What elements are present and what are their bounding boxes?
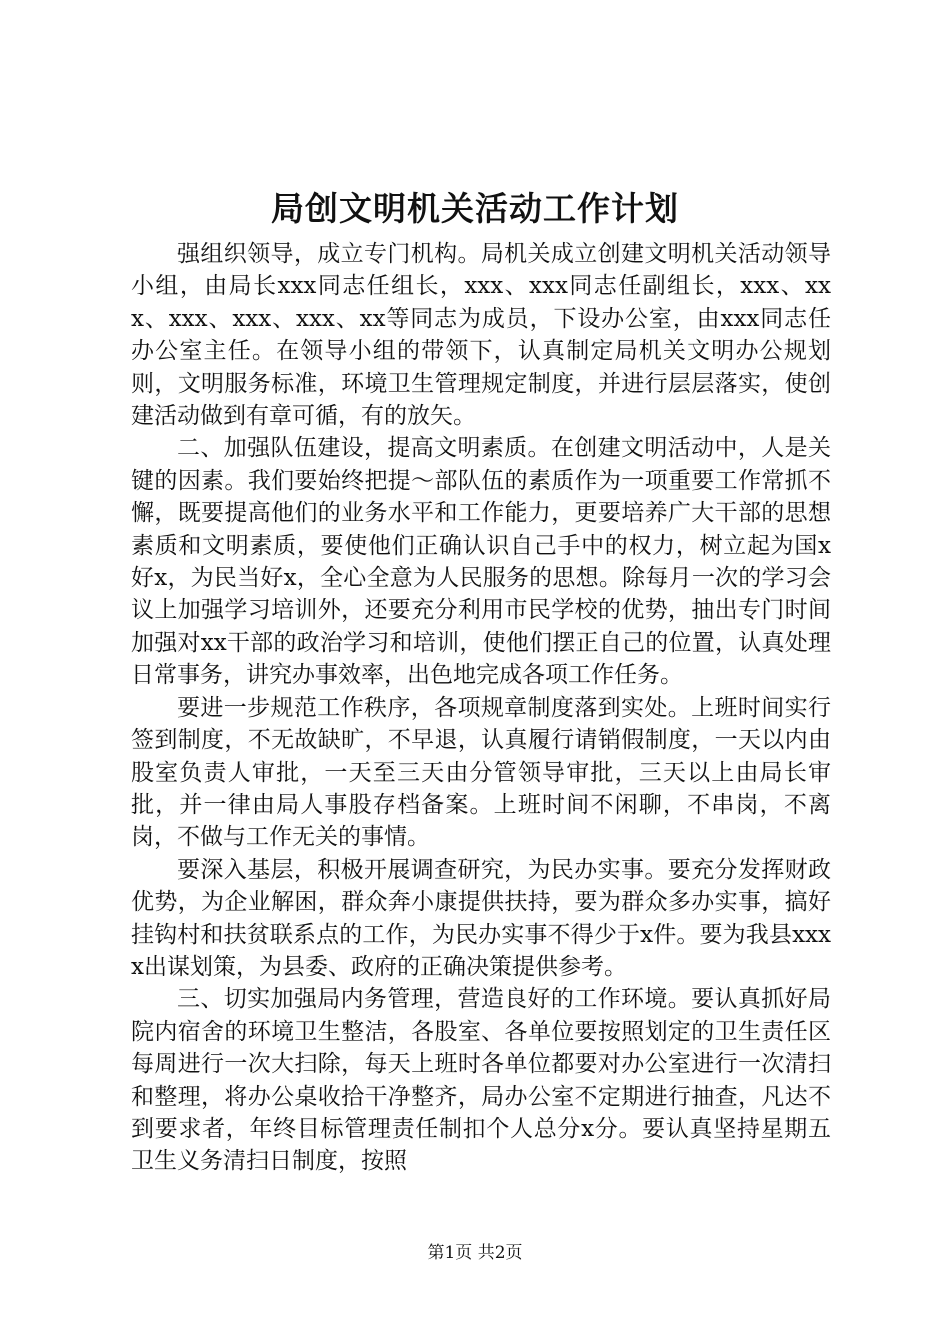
document-title: 局创文明机关活动工作计划 xyxy=(271,189,679,228)
paragraph-team-building: 二、加强队伍建设，提高文明素质。在创建文明活动中，人是关键的因素。我们要始终把提～部队伍的素质作为一项重要工作常抓不懈，既要提高他们的业务水平和工作能力，更要培养广大干部的思想素质和文明素质，要使他们正确认识自己手中的权力，树立起为国x好x，为民当好x，全心全意为人民服务的思想。除每月一次的学习会议上加强学习培训外，还要充分利用市民学校的优势，抽出专门时间加强对xx干部的政治学习和培训，使他们摆正自己的位置，认真处理日常事务，讲究办事效率，出色地完成各项工作任务。 xyxy=(131,435,831,689)
page-number-footer: 第1页 共2页 xyxy=(427,1243,523,1263)
paragraph-work-order: 要进一步规范工作秩序，各项规章制度落到实处。上班时间实行签到制度，不无故缺旷，不早退，认真履行请销假制度，一天以内由股室负责人审批，一天至三天由分管领导审批，三天以上由局长审批，并一律由局人事股存档备案。上班时间不闲聊，不串岗，不离岗，不做与工作无关的事情。 xyxy=(131,694,831,851)
paragraph-internal-management: 三、切实加强局内务管理，营造良好的工作环境。要认真抓好局院内宿舍的环境卫生整洁，各股室、各单位要按照划定的卫生责任区每周进行一次大扫除，每天上班时各单位都要对办公室进行一次清扫和整理，将办公桌收拾干净整齐，局办公室不定期进行抽查，凡达不到要求者，年终目标管理责任制扣个人总分x分。要认真坚持星期五卫生义务清扫日制度，按照 xyxy=(131,986,831,1175)
paragraph-organization: 强组织领导，成立专门机构。局机关成立创建文明机关活动领导小组，由局长xxx同志任组长，xxx、xxx同志任副组长，xxx、xxx、xxx、xxx、xxx、xx等同志为成员，下设办公室，由xxx同志任办公室主任。在领导小组的带领下，认真制定局机关文明办公规划则，文明服务标准，环境卫生管理规定制度，并进行层层落实，使创建活动做到有章可循，有的放矢。 xyxy=(131,241,831,430)
paragraph-grassroots: 要深入基层，积极开展调查研究，为民办实事。要充分发挥财政优势，为企业解困，群众奔小康提供扶持，要为群众多办实事，搞好挂钩村和扶贫联系点的工作，为民办实事不得少于x件。要为我县xxxx出谋划策，为县委、政府的正确决策提供参考。 xyxy=(131,856,831,980)
document-body xyxy=(131,238,831,1178)
